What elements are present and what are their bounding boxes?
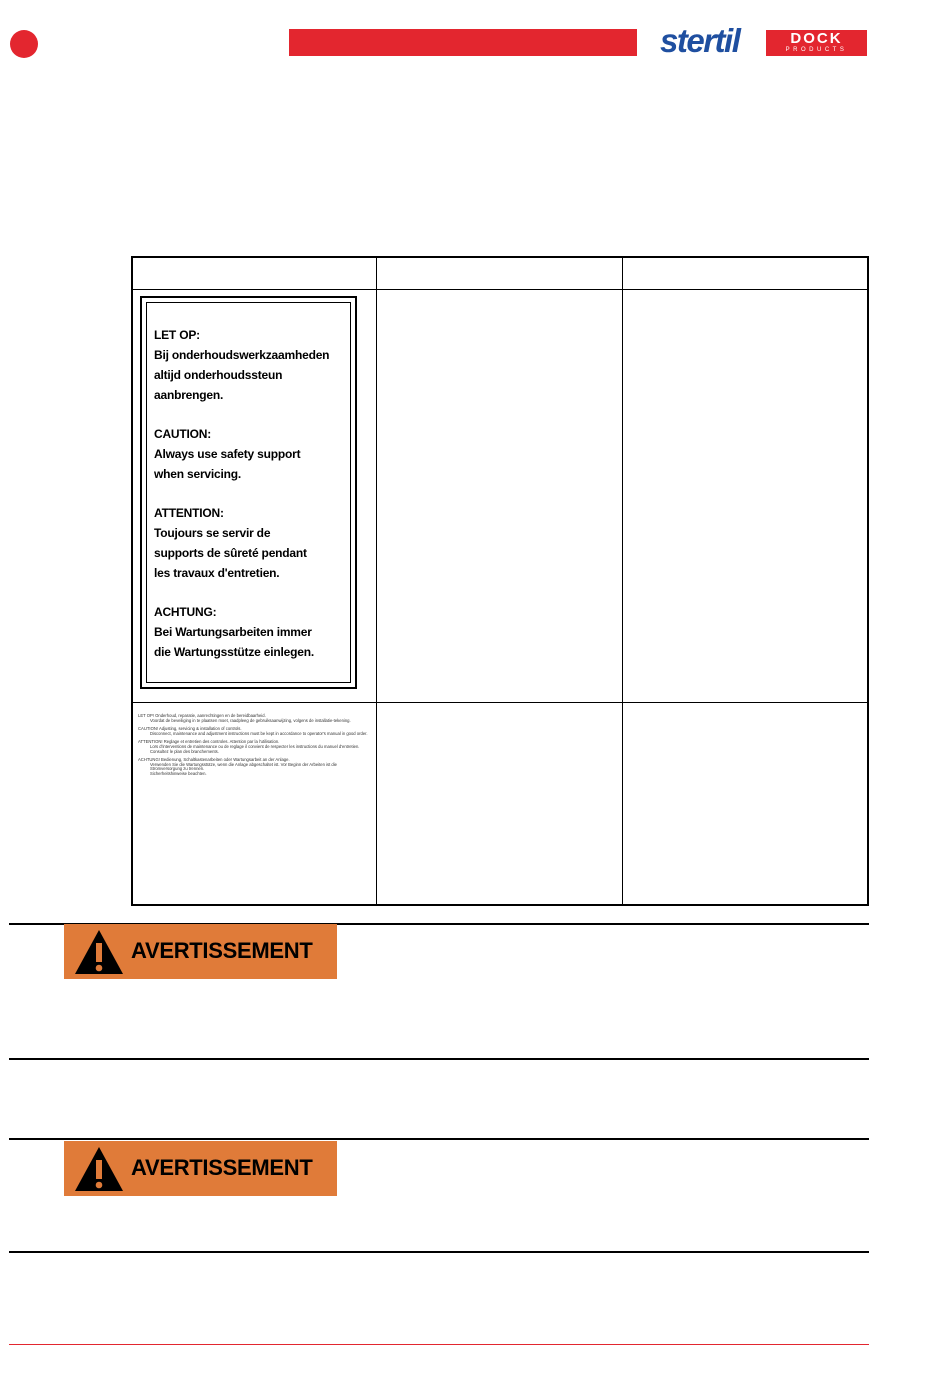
small-print-nl-sub: Voordat de beveiliging in te plaatsen moet, raadpleeg de gebruiksaanwijzing, volgens de installatie-tekening. xyxy=(150,717,351,723)
decal-nl xyxy=(154,325,344,405)
small-print-fr xyxy=(138,740,368,754)
small-print-nl-head: LET OP! Onderhoud, reparatie, aanrechtingen en de bereidbaarheid. xyxy=(138,713,266,718)
table-column-divider-2 xyxy=(622,256,623,906)
safety-support-decal xyxy=(140,296,357,689)
small-print-en xyxy=(138,727,368,736)
decal-fr-line: Toujours se servir de xyxy=(154,526,271,540)
warning-triangle-icon xyxy=(73,1145,125,1193)
decal-fr-line: supports de sûreté pendant xyxy=(154,546,307,560)
decal-en-line: Always use safety support xyxy=(154,447,301,461)
decal-en xyxy=(154,424,344,484)
footer-red-rule xyxy=(9,1344,869,1345)
small-print-en-head: CAUTION! Adjusting, servicing & installation of controls. xyxy=(138,726,242,732)
decal-text xyxy=(154,325,344,681)
small-print-nl xyxy=(138,714,368,723)
logo-products-text: PRODUCTS xyxy=(785,47,848,53)
page-corner-dot xyxy=(10,30,38,58)
decal-nl-line: altijd onderhoudssteun xyxy=(154,368,283,382)
logo-dock-box xyxy=(766,30,867,56)
logo-dock-text: DOCK xyxy=(790,30,843,47)
decal-nl-title: LET OP: xyxy=(154,328,200,342)
small-print-en-sub: Disconnect, maintenance and adjustment instructions must be kept in accordance to operator's manual in good order. xyxy=(150,730,368,736)
warning-2-bottom-rule xyxy=(9,1251,869,1253)
warning-label-1: AVERTISSEMENT xyxy=(131,938,313,963)
table-row-divider xyxy=(131,702,869,703)
decal-nl-line: aanbrengen. xyxy=(154,388,224,402)
warning-label-2: AVERTISSEMENT xyxy=(131,1155,313,1180)
decal-fr xyxy=(154,503,344,583)
decal-de xyxy=(154,602,344,662)
decal-fr-title: ATTENTION: xyxy=(154,506,224,520)
decal-fr-line: les travaux d'entretien. xyxy=(154,566,280,580)
small-print-de xyxy=(138,758,368,776)
small-print-de-head: ACHTUNG! Bedienung, Schaltkastenarbeiten oder Wartungsarbeit an der Anlage. xyxy=(138,757,290,763)
decal-en-title: CAUTION: xyxy=(154,427,212,441)
small-print-decal xyxy=(138,714,368,781)
warning-2-top-rule xyxy=(9,1138,869,1140)
logo-brand-text: stertil xyxy=(660,22,740,59)
warning-triangle-icon xyxy=(73,928,125,976)
decal-de-line: die Wartungsstütze einlegen. xyxy=(154,645,314,659)
warning-banner-2 xyxy=(64,1141,337,1196)
small-print-fr-head: ATTENTION! Reglage et entretien des controles. Attention par la l'utilisation. xyxy=(138,739,280,745)
small-print-de-sub2: Sicherheitshinweise beachten. xyxy=(150,770,207,776)
stertil-dock-logo xyxy=(660,22,870,60)
small-print-fr-sub: Lors d'interventions de maintenance ou de reglage il convient de respecter les instructions du manuel d'entretien. xyxy=(150,743,360,749)
warning-1-bottom-rule xyxy=(9,1058,869,1060)
warning-banner-1 xyxy=(64,924,337,979)
decal-de-line: Bei Wartungsarbeiten immer xyxy=(154,625,312,639)
table-header-divider xyxy=(131,289,869,290)
header-red-bar xyxy=(289,29,637,56)
decal-en-line: when servicing. xyxy=(154,467,242,481)
small-print-fr-sub2: Consultez le plan des branchements. xyxy=(150,748,219,754)
decal-nl-line: Bij onderhoudswerkzaamheden xyxy=(154,348,330,362)
table-column-divider-1 xyxy=(376,256,377,906)
small-print-de-sub: Verwenden Sie die Wartungsstütze, wenn die Anlage abgeschaltet ist. Vor Beginn der Arbeiten ist die Stromversorgung zu trennen. xyxy=(150,761,338,772)
decal-de-title: ACHTUNG: xyxy=(154,605,217,619)
